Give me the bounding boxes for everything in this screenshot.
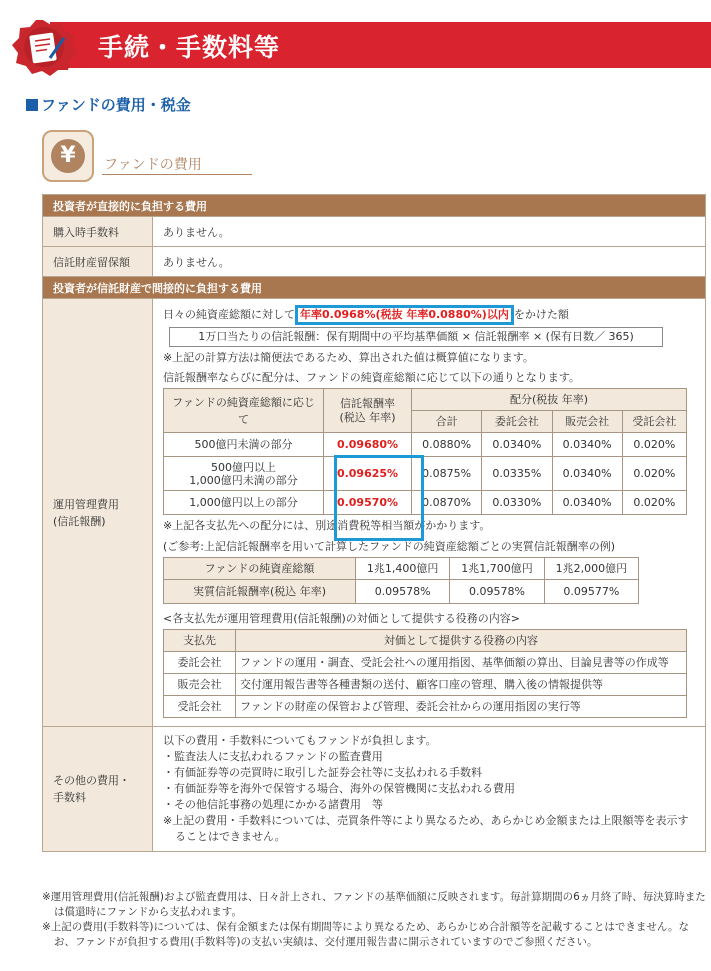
section-title-text: ファンドの費用・税金 <box>41 96 191 114</box>
rate-table <box>163 388 687 515</box>
other-fees-line: ・有価証券等を海外で保管する場合、海外の保管機関に支払われる費用 <box>163 782 515 795</box>
rate-table-col-consignor: 委託会社 <box>482 411 552 433</box>
footnote: ※上記の費用(手数料等)については、保有金額または保有期間等により異なるため、あらかじめ合計額等を記載することはできません。なお、ファンドが負担する費用(手数料等)の支払い実績は、交付運用報告書に開示されていますのでご参照ください。 <box>42 921 689 948</box>
reference-header-label: ファンドの純資産総額 <box>164 558 356 580</box>
retention-fee-value: ありません。 <box>153 247 706 277</box>
note-simplified: ※上記の計算方法は簡便法であるため、算出された値は概算値になります。 <box>163 351 534 364</box>
service-title: <各支払先が運用管理費用(信託報酬)の対価として提供する役務の内容> <box>163 612 521 625</box>
reference-value: 0.09578% <box>450 580 544 604</box>
reference-value: 0.09578% <box>356 580 450 604</box>
rate-row-total: 0.0875% <box>412 457 482 491</box>
rate-row-trustee: 0.020% <box>622 433 686 457</box>
note-allocation: 信託報酬率ならびに配分は、ファンドの純資産総額に応じて以下の通りとなります。 <box>163 371 580 384</box>
rate-table-asset-header: ファンドの純資産総額に応じて <box>164 389 324 433</box>
reference-table <box>163 557 639 604</box>
rate-row-distributor: 0.0340% <box>552 457 622 491</box>
rate-row-distributor: 0.0340% <box>552 433 622 457</box>
rate-row-trustee: 0.020% <box>622 491 686 515</box>
rate-table-col-total: 合計 <box>412 411 482 433</box>
rate-table-col-trustee: 受託会社 <box>622 411 686 433</box>
footnote: ※運用管理費用(信託報酬)および監査費用は、日々計上され、ファンドの基準価額に反映されます。毎計算期間の6ヵ月終了時、毎決算時または償還時にファンドから支払われます。 <box>42 891 706 918</box>
reference-title: (ご参考:上記信託報酬率を用いて計算したファンドの純資産総額ごとの実質信託報酬率の例) <box>163 540 616 553</box>
square-bullet-icon <box>26 99 38 111</box>
reference-row-label: 実質信託報酬率(税込 年率) <box>164 580 356 604</box>
yen-icon-frame <box>42 130 94 182</box>
rate-table-col-distributor: 販売会社 <box>552 411 622 433</box>
indirect-cost-header: 投資者が信託財産で間接的に負担する費用 <box>43 277 706 299</box>
rate-row-total: 0.0880% <box>412 433 482 457</box>
service-payee: 委託会社 <box>164 652 236 674</box>
service-payee: 受託会社 <box>164 696 236 718</box>
reference-header-col: 1兆1,400億円 <box>356 558 450 580</box>
rate-row-rate: 0.09680% <box>324 433 412 457</box>
rate-row-total: 0.0870% <box>412 491 482 515</box>
reference-value: 0.09577% <box>544 580 638 604</box>
rate-row-distributor: 0.0340% <box>552 491 622 515</box>
section-title <box>26 94 191 115</box>
other-fees-line: ・その他信託事務の処理にかかる諸費用 等 <box>163 798 383 811</box>
reference-header-col: 1兆2,000億円 <box>544 558 638 580</box>
purchase-fee-value: ありません。 <box>153 217 706 247</box>
management-fee-content <box>153 299 706 727</box>
rate-table-rate-header: 信託報酬率 (税込 年率) <box>324 389 412 433</box>
fee-formula: 1万口当たりの信託報酬：保有期間中の平均基準価額 × 信託報酬率 × (保有日数／ 365) <box>169 327 663 347</box>
other-fees-content <box>153 727 706 852</box>
service-content: ファンドの財産の保管および管理、委託会社からの運用指図の実行等 <box>236 696 687 718</box>
fee-heading-underline <box>102 174 252 175</box>
rate-row-asset: 500億円以上 1,000億円未満の部分 <box>164 457 324 491</box>
note-consumption-tax: ※上記各支払先への配分には、別途消費税等相当額がかかります。 <box>163 519 491 532</box>
rate-row-asset: 500億円未満の部分 <box>164 433 324 457</box>
other-fees-line: 以下の費用・手数料についてもファンドが負担します。 <box>163 734 437 747</box>
other-fees-line: ・監査法人に支払われるファンドの監査費用 <box>163 750 383 763</box>
service-table <box>163 629 687 718</box>
rate-row-rate: 0.09625% <box>324 457 412 491</box>
reference-header-col: 1兆1,700億円 <box>450 558 544 580</box>
document-seal-icon <box>6 18 80 76</box>
rate-row-consignor: 0.0340% <box>482 433 552 457</box>
retention-fee-label: 信託財産留保額 <box>43 247 153 277</box>
service-header-content: 対価として提供する役務の内容 <box>236 630 687 652</box>
rate-row-consignor: 0.0335% <box>482 457 552 491</box>
page-banner <box>0 18 711 76</box>
rate-row-consignor: 0.0330% <box>482 491 552 515</box>
footnotes <box>42 890 706 950</box>
rate-row-trustee: 0.020% <box>622 457 686 491</box>
yen-icon: ¥ <box>51 139 85 173</box>
service-content: ファンドの運用・調査、受託会社への運用指図、基準価額の算出、目論見書等の作成等 <box>236 652 687 674</box>
fee-intro-pre: 日々の純資産総額に対して <box>163 308 295 321</box>
service-content: 交付運用報告書等各種書類の送付、顧客口座の管理、購入後の情報提供等 <box>236 674 687 696</box>
fee-rate-highlight: 年率0.0968%(税抜 年率0.0880%)以内 <box>295 305 514 325</box>
rate-row-rate: 0.09570% <box>324 491 412 515</box>
purchase-fee-label: 購入時手数料 <box>43 217 153 247</box>
other-fees-label: その他の費用・ 手数料 <box>43 727 153 852</box>
rate-column-highlight <box>334 455 424 541</box>
fee-intro <box>163 305 697 325</box>
direct-cost-header: 投資者が直接的に負担する費用 <box>43 195 706 217</box>
other-fees-line: ※上記の費用・手数料については、売買条件等により異なるため、あらかじめ金額または上限額等を表示することはできません。 <box>163 814 689 843</box>
fee-heading <box>42 130 210 184</box>
other-fees-line: ・有価証券等の売買時に取引した証券会社等に支払われる手数料 <box>163 766 482 779</box>
fee-intro-post: をかけた額 <box>513 308 569 321</box>
rate-table-alloc-header: 配分(税抜 年率) <box>412 389 687 411</box>
fee-heading-title: ファンドの費用 <box>104 157 202 173</box>
page-title: 手続・手数料等 <box>98 33 281 62</box>
management-fee-label: 運用管理費用 (信託報酬) <box>43 299 153 727</box>
service-payee: 販売会社 <box>164 674 236 696</box>
service-header-payee: 支払先 <box>164 630 236 652</box>
rate-row-asset: 1,000億円以上の部分 <box>164 491 324 515</box>
